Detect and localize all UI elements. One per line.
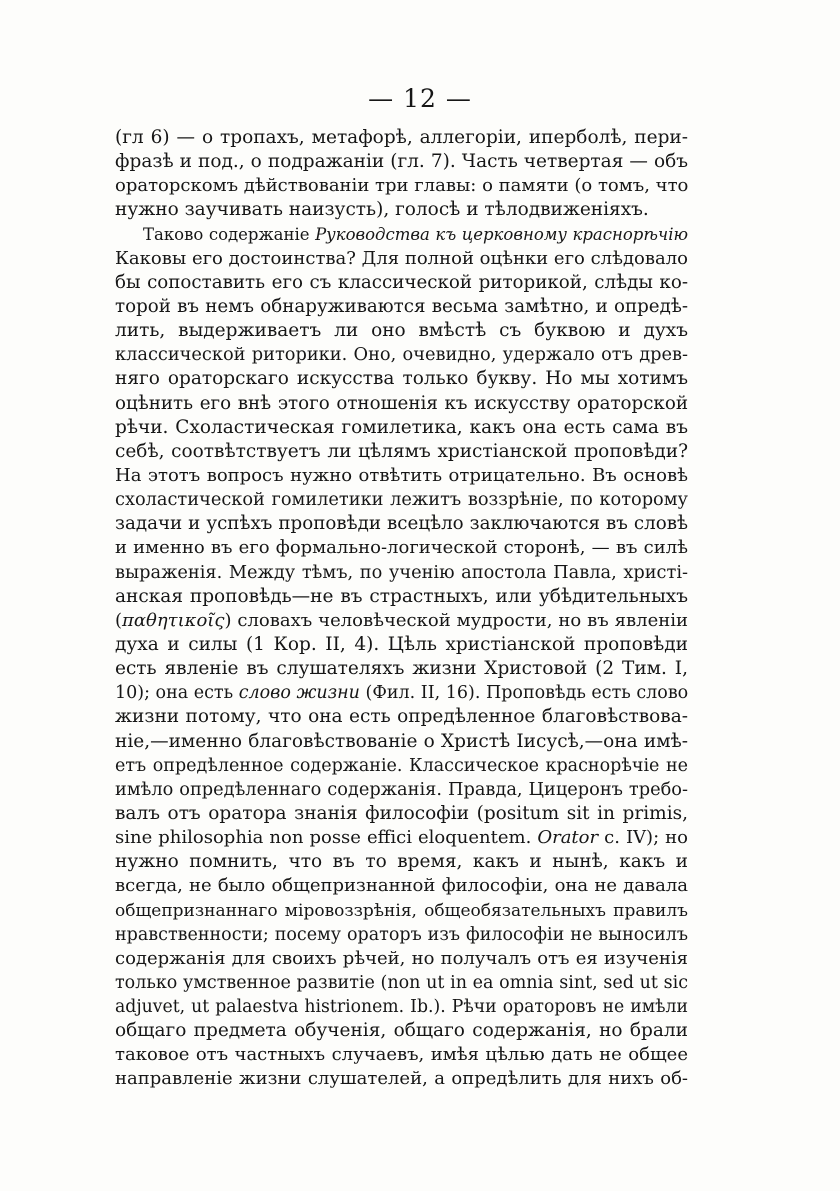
text-run: 10); она есть [115, 683, 239, 704]
text-line [115, 464, 688, 488]
text-line [115, 778, 688, 802]
text-run: c. IV); но [598, 827, 688, 849]
text-line [115, 850, 688, 874]
text-run: жизни потому, что она есть опредѣленное благовѣствова- [115, 706, 688, 728]
text-line [115, 126, 688, 150]
text-line [115, 392, 688, 416]
text-line [115, 1019, 688, 1043]
text-run: фразѣ и под., о подражаніи (гл. 7). Часть четвертая — объ [115, 151, 688, 173]
text-run: лить, выдерживаетъ ли оно вмѣстѣ съ буквою и духъ [115, 320, 688, 342]
text-run: (Фил. II, 16). Проповѣдь есть слово [359, 683, 689, 704]
text-run: духа и силы (1 Кор. II, 4). Цѣль христіанской проповѣди [115, 633, 688, 655]
text-line [115, 367, 688, 391]
italic-phrase: слово жизни [238, 683, 360, 704]
page-number-header: — 12 — [368, 84, 472, 113]
text-line [115, 585, 688, 609]
text-line [115, 561, 688, 585]
text-run: всегда, не было общепризнанной философіи, она не давала [115, 875, 688, 897]
text-line [115, 705, 688, 729]
text-run: есть явленіе въ слушателяхъ жизни Христовой (2 Тим. I, [115, 658, 688, 680]
text-run: ( [115, 609, 123, 631]
text-run: имѣло опредѣленнаго содержанія. Правда, Цицеронъ требо- [115, 779, 688, 800]
text-line [115, 923, 688, 947]
text-run: ніе,—именно благовѣствованіе о Христѣ Іисусѣ,—она имѣ- [115, 730, 688, 752]
text-line [115, 826, 688, 850]
text-line [115, 681, 688, 705]
text-run: Таково содержаніе [143, 224, 316, 244]
text-line [115, 440, 688, 464]
text-line [115, 198, 688, 222]
greek-word: παθητικοῖς [122, 609, 225, 631]
text-run: На этотъ вопросъ нужно отвѣтить отрицательно. Въ основѣ [115, 464, 688, 486]
text-line [115, 899, 688, 923]
text-line [115, 754, 688, 778]
text-run: анская проповѣдь—не въ страстныхъ, или убѣдительныхъ [115, 585, 688, 607]
text-line [115, 343, 688, 367]
text-line [115, 730, 688, 754]
text-run: sine philosophia non posse effici eloquentem. [115, 827, 538, 849]
italic-title: Руководства къ церковному краснорѣчію [315, 224, 688, 244]
text-run: оцѣнить его внѣ этого отношенія къ искусству ораторской [115, 392, 688, 414]
text-line [115, 247, 688, 271]
text-run: направленіе жизни слушателей, а опредѣлить для нихъ об- [115, 1068, 688, 1090]
text-run: выраженія. Между тѣмъ, по ученію апостола Павла, христі- [115, 562, 688, 583]
text-line [115, 1043, 688, 1067]
text-run: етъ опредѣленное содержаніе. Классическое краснорѣчіе не [115, 755, 688, 776]
text-line [115, 174, 688, 198]
text-run: таковое отъ частныхъ случаевъ, имѣя цѣлью дать не общее [115, 1044, 688, 1066]
body-text [115, 126, 688, 1092]
text-run: только умственное развитіе (non ut in ea omnia sint, sed ut sic [115, 972, 688, 993]
italic-citation: Orator [537, 827, 599, 849]
text-line [115, 947, 688, 971]
text-run: няго ораторскаго искусства только букву. Но мы хотимъ [115, 368, 688, 390]
text-run: ораторскомъ дѣйствованіи три главы: о памяти (о томъ, что [115, 175, 689, 197]
text-run: схоластической гомилетики лежитъ воззрѣніе, по которому [115, 490, 688, 511]
text-run: себѣ, соотвѣтствуетъ ли цѣлямъ христіанской проповѣди? [115, 440, 688, 462]
text-run: и именно въ его формально-логической сторонѣ, — въ силѣ [115, 537, 688, 559]
text-run: бы сопоставить его съ классической риторикой, слѣды ко- [115, 271, 688, 293]
text-line [115, 150, 688, 174]
text-line [115, 633, 688, 657]
text-line [115, 874, 688, 898]
text-run: валъ отъ оратора знанія философіи (positum sit in primis, [115, 802, 688, 824]
text-line [115, 271, 688, 295]
text-line [115, 1067, 688, 1091]
text-line [115, 971, 688, 995]
text-line [115, 319, 688, 343]
text-run: нравственности; посему ораторъ изъ философіи не выносилъ [115, 924, 688, 945]
text-run: ) словахъ человѣческой мудрости, но въ явленіи [224, 609, 688, 631]
text-line [115, 536, 688, 560]
text-run: торой въ немъ обнаруживаются весьма замѣтно, и опредѣ- [115, 295, 688, 317]
text-run: adjuvet, ut palaestva histrionem. Ib.). Рѣчи ораторовъ не имѣли [115, 997, 688, 1018]
text-run: классической риторики. Оно, очевидно, удержало отъ древ- [115, 345, 688, 366]
text-run: общаго предмета обученія, общаго содержанія, но брали [115, 1020, 688, 1042]
text-line [115, 488, 688, 512]
text-run: нужно заучивать наизусть), голосѣ и тѣлодвиженіяхъ. [115, 199, 649, 221]
text-run: задачи и успѣхъ проповѣди всецѣло заключаются въ словѣ [115, 513, 688, 535]
text-line [115, 295, 688, 319]
text-line [115, 802, 688, 826]
text-line [115, 512, 688, 536]
text-run: содержанія для своихъ рѣчей, но получалъ отъ ея изученія [115, 947, 688, 969]
text-line [115, 416, 688, 440]
text-run: (гл 6) — о тропахъ, метафорѣ, аллегоріи, иперболѣ, пери- [115, 127, 688, 148]
text-line [115, 609, 688, 633]
text-line [115, 995, 688, 1019]
text-line [115, 657, 688, 681]
text-run: рѣчи. Схоластическая гомилетика, какъ она есть сама въ [115, 416, 688, 438]
text-line [115, 223, 688, 247]
text-run: Каковы его достоинства? Для полной оцѣнки его слѣдовало [115, 247, 688, 269]
text-run: нужно помнить, что въ то время, какъ и нынѣ, какъ и [115, 851, 688, 873]
text-run: общепризнаннаго міровоззрѣнія, общеобязательныхъ правилъ [115, 900, 688, 921]
